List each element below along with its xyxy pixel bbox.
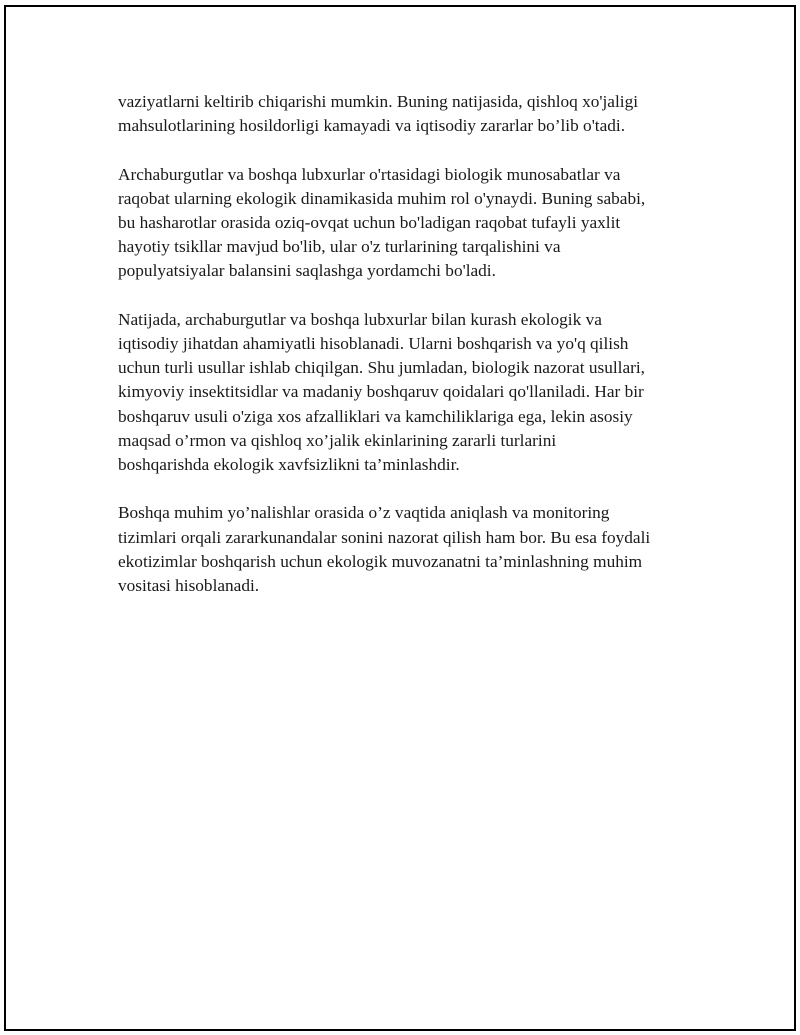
- text-line: bu hasharotlar orasida oziq-ovqat uchun bo'ladigan raqobat tufayli yaxlit: [118, 213, 621, 232]
- text-line: populyatsiyalar balansini saqlashga yordamchi bo'ladi.: [118, 261, 496, 281]
- text-line: Archaburgutlar va boshqa lubxurlar o'rtasidagi biologik munosabatlar va: [118, 164, 621, 184]
- text-line: tizimlari orqali zararkunandalar sonini nazorat qilish ham bor. Bu esa foydali: [118, 527, 651, 547]
- text-line: uchun turli usullar ishlab chiqilgan. Shu jumladan, biologik nazorat usullari,: [118, 358, 645, 378]
- text-line: Natijada, archaburgutlar va boshqa lubxurlar bilan kurash ekologik va: [118, 309, 602, 329]
- paragraph-2: [118, 163, 698, 284]
- text-line: Boshqa muhim yo’nalishlar orasida o’z vaqtida aniqlash va monitoring: [118, 503, 610, 523]
- text-line: hayotiy tsikllar mavjud bo'lib, ular o'z turlarining tarqalishini va: [118, 237, 561, 257]
- paragraph-3: [118, 308, 698, 477]
- text-line: vositasi hisoblanadi.: [118, 576, 260, 596]
- paragraph-1: [118, 90, 698, 138]
- text-line: vaziyatlarni keltirib chiqarishi mumkin. Buning natijasida, qishloq xo'jaligi: [118, 92, 639, 111]
- text-line: mahsulotlarining hosildorligi kamayadi va iqtisodiy zararlar bo’lib o'tadi.: [118, 116, 626, 136]
- text-line: boshqaruv usuli o'ziga xos afzalliklari va kamchiliklariga ega, lekin asosiy: [118, 406, 633, 426]
- paragraph-4: [118, 501, 698, 598]
- document-body: [118, 90, 698, 622]
- text-line: iqtisodiy jihatdan ahamiyatli hisoblanadi. Ularni boshqarish va yo'q qilish: [118, 334, 629, 353]
- text-line: boshqarishda ekologik xavfsizlikni ta’minlashdir.: [118, 455, 460, 475]
- text-line: raqobat ularning ekologik dinamikasida muhim rol o'ynaydi. Buning sababi,: [118, 188, 646, 208]
- text-line: kimyoviy insektitsidlar va madaniy boshqaruv qoidalari qo'llaniladi. Har bir: [118, 382, 644, 402]
- text-line: ekotizimlar boshqarish uchun ekologik muvozanatni ta’minlashning muhim: [118, 551, 643, 571]
- text-line: maqsad o’rmon va qishloq xo’jalik ekinlarining zararli turlarini: [118, 430, 557, 450]
